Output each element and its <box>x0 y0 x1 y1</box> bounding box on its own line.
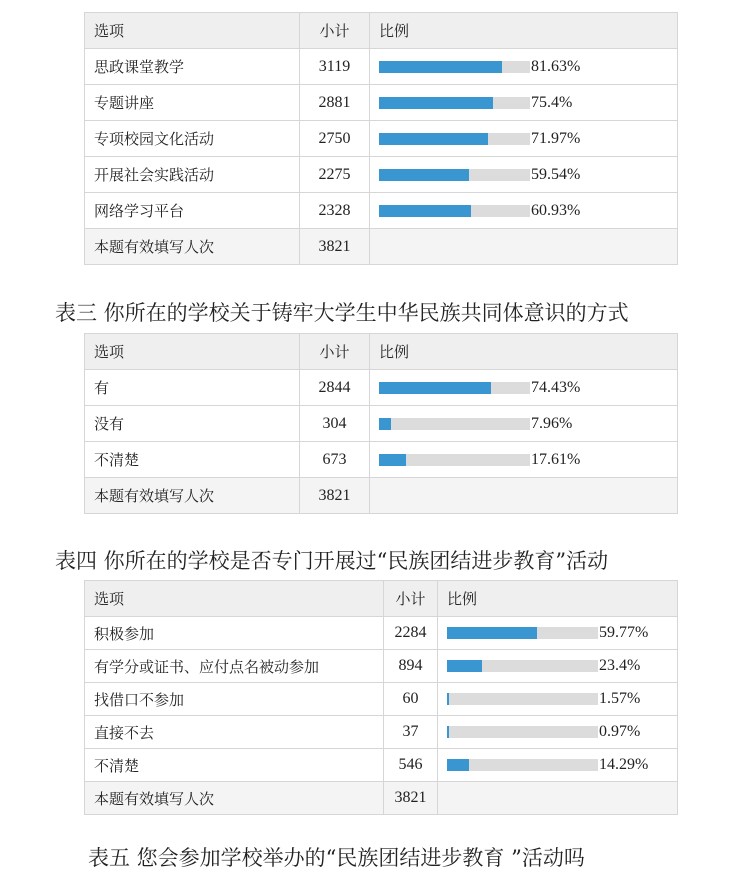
option-count: 2275 <box>300 157 370 193</box>
progress-bar <box>447 693 598 705</box>
option-count: 2750 <box>300 121 370 157</box>
table-row <box>85 650 678 683</box>
option-count: 2284 <box>384 617 438 650</box>
progress-bar <box>447 660 598 672</box>
progress-bar <box>447 726 598 738</box>
progress-bar <box>379 205 530 217</box>
option-label: 有 <box>85 370 300 406</box>
progress-bar <box>379 97 530 109</box>
progress-fill <box>379 133 488 145</box>
option-count: 2881 <box>300 85 370 121</box>
table-row <box>85 617 678 650</box>
header-option: 选项 <box>85 581 384 617</box>
progress-fill <box>379 61 502 73</box>
percent-label: 59.77% <box>599 624 649 642</box>
percent-label: 17.61% <box>531 450 581 468</box>
percent-label: 81.63% <box>531 57 581 75</box>
percent-label: 23.4% <box>599 657 641 675</box>
option-count: 3119 <box>300 49 370 85</box>
total-count: 3821 <box>300 478 370 514</box>
total-empty-cell <box>438 782 678 815</box>
option-label: 专项校园文化活动 <box>85 121 300 157</box>
progress-fill <box>379 169 469 181</box>
header-count: 小计 <box>300 13 370 49</box>
header-count: 小计 <box>300 334 370 370</box>
table-row <box>85 442 678 478</box>
percent-label: 0.97% <box>599 723 641 741</box>
option-label: 直接不去 <box>85 716 384 749</box>
option-label: 不清楚 <box>85 749 384 782</box>
progress-bar <box>379 418 530 430</box>
ratio-cell <box>370 85 678 121</box>
survey-table-3 <box>84 580 678 815</box>
progress-fill <box>447 759 469 771</box>
table-row <box>85 157 678 193</box>
total-empty-cell <box>370 229 678 265</box>
survey-table-2 <box>84 333 678 514</box>
option-count: 304 <box>300 406 370 442</box>
progress-fill <box>447 726 449 738</box>
ratio-cell <box>370 49 678 85</box>
option-label: 不清楚 <box>85 442 300 478</box>
option-count: 673 <box>300 442 370 478</box>
percent-label: 1.57% <box>599 690 641 708</box>
percent-label: 59.54% <box>531 165 581 183</box>
total-count: 3821 <box>384 782 438 815</box>
total-label: 本题有效填写人次 <box>85 782 384 815</box>
table-header-row <box>85 13 678 49</box>
option-label: 找借口不参加 <box>85 683 384 716</box>
table-caption: 表五 您会参加学校举办的“民族团结进步教育 ”活动吗 <box>88 846 585 870</box>
table-row <box>85 370 678 406</box>
table-row <box>85 716 678 749</box>
ratio-cell <box>438 716 678 749</box>
table-total-row <box>85 478 678 514</box>
ratio-cell <box>370 121 678 157</box>
ratio-cell <box>370 406 678 442</box>
option-count: 2328 <box>300 193 370 229</box>
progress-bar <box>379 133 530 145</box>
header-ratio: 比例 <box>370 334 678 370</box>
survey-table-1 <box>84 12 678 265</box>
ratio-cell <box>438 650 678 683</box>
percent-label: 60.93% <box>531 201 581 219</box>
option-label: 开展社会实践活动 <box>85 157 300 193</box>
progress-fill <box>379 382 491 394</box>
option-count: 546 <box>384 749 438 782</box>
option-count: 60 <box>384 683 438 716</box>
total-empty-cell <box>370 478 678 514</box>
header-ratio: 比例 <box>438 581 678 617</box>
table-row <box>85 683 678 716</box>
option-count: 2844 <box>300 370 370 406</box>
ratio-cell <box>370 370 678 406</box>
progress-fill <box>447 660 482 672</box>
total-label: 本题有效填写人次 <box>85 229 300 265</box>
ratio-cell <box>438 749 678 782</box>
total-label: 本题有效填写人次 <box>85 478 300 514</box>
table-total-row <box>85 782 678 815</box>
percent-label: 71.97% <box>531 129 581 147</box>
progress-bar <box>447 627 598 639</box>
table-total-row <box>85 229 678 265</box>
option-label: 网络学习平台 <box>85 193 300 229</box>
table-caption: 表四 你所在的学校是否专门开展过“民族团结进步教育”活动 <box>55 549 609 573</box>
table-row <box>85 193 678 229</box>
progress-bar <box>379 61 530 73</box>
percent-label: 75.4% <box>531 93 573 111</box>
table-row <box>85 406 678 442</box>
progress-fill <box>379 97 493 109</box>
progress-bar <box>447 759 598 771</box>
option-label: 思政课堂教学 <box>85 49 300 85</box>
table-header-row <box>85 581 678 617</box>
total-count: 3821 <box>300 229 370 265</box>
percent-label: 7.96% <box>531 414 573 432</box>
progress-fill <box>447 693 449 705</box>
option-label: 积极参加 <box>85 617 384 650</box>
table-row <box>85 49 678 85</box>
table-row <box>85 749 678 782</box>
option-label: 没有 <box>85 406 300 442</box>
header-option: 选项 <box>85 334 300 370</box>
progress-bar <box>379 169 530 181</box>
progress-fill <box>447 627 537 639</box>
progress-fill <box>379 205 471 217</box>
progress-bar <box>379 382 530 394</box>
option-label: 有学分或证书、应付点名被动参加 <box>85 650 384 683</box>
progress-bar <box>379 454 530 466</box>
progress-fill <box>379 454 406 466</box>
table-row <box>85 85 678 121</box>
option-count: 894 <box>384 650 438 683</box>
option-label: 专题讲座 <box>85 85 300 121</box>
table-caption: 表三 你所在的学校关于铸牢大学生中华民族共同体意识的方式 <box>55 301 629 325</box>
table-row <box>85 121 678 157</box>
percent-label: 14.29% <box>599 756 649 774</box>
header-count: 小计 <box>384 581 438 617</box>
ratio-cell <box>370 442 678 478</box>
ratio-cell <box>438 683 678 716</box>
percent-label: 74.43% <box>531 378 581 396</box>
option-count: 37 <box>384 716 438 749</box>
ratio-cell <box>370 157 678 193</box>
ratio-cell <box>370 193 678 229</box>
table-header-row <box>85 334 678 370</box>
header-option: 选项 <box>85 13 300 49</box>
ratio-cell <box>438 617 678 650</box>
progress-fill <box>379 418 391 430</box>
header-ratio: 比例 <box>370 13 678 49</box>
